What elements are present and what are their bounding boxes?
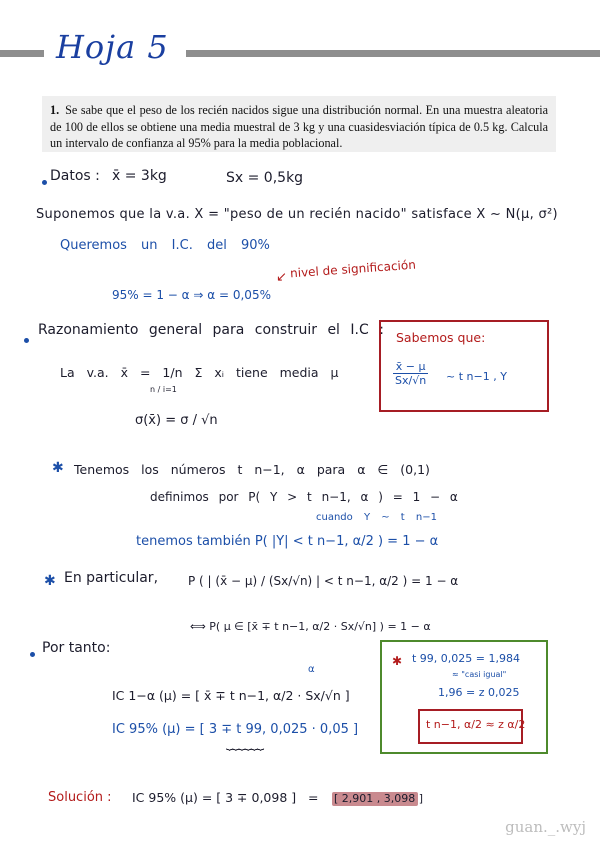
ic-95: IC 95% (μ) = [ 3 ∓ t 99, 0,025 · 0,05 ] [112, 722, 359, 737]
sabemos-fraction [393, 360, 428, 387]
nivel-significacion-note: nivel de significación [289, 257, 417, 281]
problem-statement [42, 96, 556, 152]
ic-general: IC 1−α (μ) = [ x̄ ∓ t n−1, α/2 · Sx/√n ] [112, 688, 350, 703]
green-t-value: t 99, 0,025 = 1,984 [412, 652, 520, 665]
por-tanto-label: Por tanto: [42, 640, 111, 656]
sabemos-num: x̄ − μ [393, 360, 428, 374]
alpha-note: α [308, 664, 315, 675]
asterisk-icon: ✱ [44, 573, 56, 589]
la-va-line: La v.a. x̄ = 1/n Σ xᵢ tiene media μ [60, 365, 339, 380]
green-approx: t n−1, α/2 ≈ z α/2 [426, 718, 526, 731]
problem-number: 1. [50, 103, 60, 117]
header-bar-right [186, 50, 600, 57]
alpha-line: 95% = 1 − α ⇒ α = 0,05% [112, 288, 271, 302]
page-title: Hoja 5 [56, 28, 169, 66]
green-196: 1,96 = z 0,025 [438, 686, 520, 699]
cuando-note: cuando Y ~ t n−1 [316, 512, 437, 523]
equiv-line: ⟺ P( μ ∈ [x̄ ∓ t n−1, α/2 · Sx/√n] ) = 1 − α [190, 620, 431, 633]
green-casi-igual: ≈ "casi igual" [452, 670, 507, 679]
datos-label: Datos : [50, 168, 100, 184]
bullet-dot [30, 652, 35, 657]
sabemos-den: Sx/√n [395, 374, 427, 387]
bullet-dot [42, 180, 47, 185]
asterisk-icon: ✱ [52, 460, 64, 476]
solucion-label: Solución : [48, 790, 112, 805]
tenemos-numeros-line: Tenemos los números t n−1, α para α ∈ (0,1) [74, 462, 430, 477]
asterisk-icon: ✱ [392, 654, 403, 668]
queremos-line: Queremos un I.C. del 90% [60, 238, 270, 253]
solucion-equals: = [308, 790, 319, 805]
datos-sd: Sx = 0,5kg [226, 170, 304, 186]
definimos-line: definimos por P( Y > t n−1, α ) = 1 − α [150, 490, 458, 504]
suponemos-line: Suponemos que la v.a. X = "peso de un recién nacido" satisface X ~ N(μ, σ²) [36, 207, 558, 222]
tenemos-tambien-line: tenemos también P( |Y| < t n−1, α/2 ) = 1 − α [136, 534, 439, 549]
sabemos-rest: ~ t n−1 , Y [446, 370, 507, 383]
prob-line: P ( | (x̄ − μ) / (Sx/√n) | < t n−1, α/2 ) = 1 − α [188, 574, 459, 588]
razonamiento-heading: Razonamiento general para construir el I.C : [38, 322, 384, 338]
solucion-ic: IC 95% (μ) = [ 3 ∓ 0,098 ] [132, 790, 297, 805]
sum-limits: n / i=1 [150, 385, 177, 394]
brace-underline: ⏟⏟⏟⏟⏟⏟ [226, 736, 264, 750]
sigma-xbar: σ(x̄) = σ / √n [135, 413, 218, 428]
sabemos-label: Sabemos que: [396, 330, 486, 345]
header-bar-left [0, 50, 44, 57]
problem-text: Se sabe que el peso de los recién nacidos sigue una distribución normal. En una muestra aleatoria de 100 de ellos se obtiene una media muestral de 3 kg y una cuasidesviación típica de 0.5 kg. Calcula un intervalo de confianza al 95% para la media poblacional. [50, 103, 548, 150]
datos-mean: x̄ = 3kg [112, 168, 167, 184]
en-particular-label: En particular, [64, 570, 159, 586]
solucion-result: [ 2,901 , 3,098 ] [334, 792, 424, 805]
bullet-dot [24, 338, 29, 343]
signature: guan._.wyj [505, 818, 586, 836]
nivel-arrow: ↙ [276, 270, 287, 285]
